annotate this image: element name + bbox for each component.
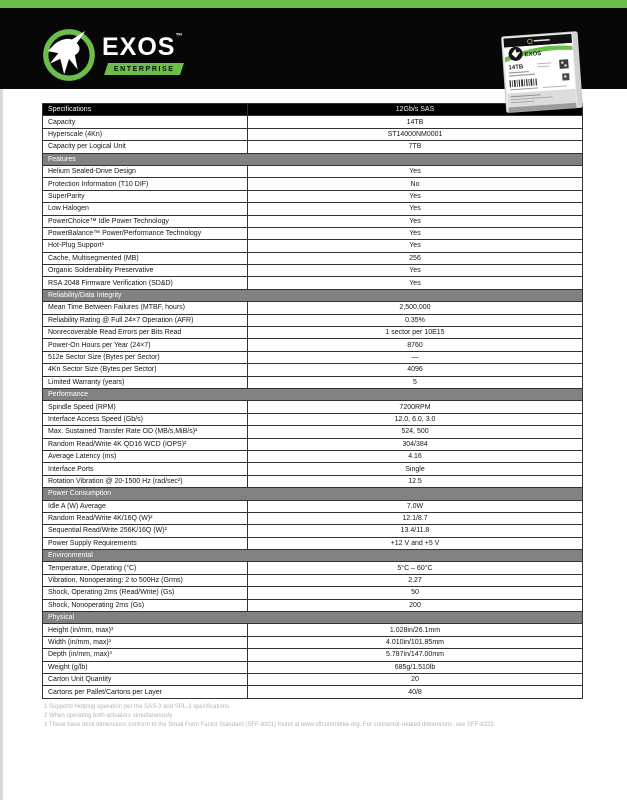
spec-value-cell: 7200RPM xyxy=(248,401,583,413)
spec-label-cell: Random Read/Write 4K QD16 WCD (IOPS)² xyxy=(43,438,248,450)
section-title: Physical xyxy=(43,612,583,624)
spec-label-cell: Capacity per Logical Unit xyxy=(43,141,248,153)
spec-label-cell: Average Latency (ms) xyxy=(43,450,248,462)
table-row xyxy=(43,450,583,462)
spec-value-cell: Yes xyxy=(248,190,583,202)
section-title: Environmental xyxy=(43,550,583,562)
spec-label-cell: Cache, Multisegmented (MB) xyxy=(43,252,248,264)
spec-header-value: 12Gb/s SAS xyxy=(248,104,583,116)
spec-table xyxy=(42,103,583,699)
table-row xyxy=(43,252,583,264)
spec-value-cell: Yes xyxy=(248,240,583,252)
table-row xyxy=(43,215,583,227)
table-row xyxy=(43,413,583,425)
trademark-symbol: ™ xyxy=(175,33,184,40)
spec-value-cell: 5°C – 60°C xyxy=(248,562,583,574)
table-row xyxy=(43,203,583,215)
spec-label-cell: Height (in/mm, max)³ xyxy=(43,624,248,636)
spec-value-cell: Yes xyxy=(248,215,583,227)
brand-wordmark: EXOS™ xyxy=(102,33,184,61)
spec-label-cell: PowerChoice™ Idle Power Technology xyxy=(43,215,248,227)
spec-label-cell: 512e Sector Size (Bytes per Sector) xyxy=(43,351,248,363)
spec-value-cell: 4096 xyxy=(248,364,583,376)
spec-label-cell: Hyperscale (4Kn) xyxy=(43,128,248,140)
spec-value-cell: No xyxy=(248,178,583,190)
top-accent-bar xyxy=(0,0,627,8)
table-row xyxy=(43,376,583,388)
table-row xyxy=(43,624,583,636)
table-row xyxy=(43,599,583,611)
spec-label-cell: Limited Warranty (years) xyxy=(43,376,248,388)
footnotes xyxy=(44,703,584,730)
section-header-row xyxy=(43,612,583,624)
table-row xyxy=(43,475,583,487)
spec-value-cell: Yes xyxy=(248,203,583,215)
spec-label-cell: Interface Ports xyxy=(43,463,248,475)
table-row xyxy=(43,537,583,549)
table-row xyxy=(43,562,583,574)
hard-drive-product-image xyxy=(499,30,586,116)
enterprise-badge xyxy=(104,63,184,75)
table-row xyxy=(43,314,583,326)
spec-label-cell: Interface Access Speed (Gb/s) xyxy=(43,413,248,425)
spec-label-cell: Temperature, Operating (°C) xyxy=(43,562,248,574)
table-row xyxy=(43,364,583,376)
header-band xyxy=(0,8,627,89)
table-row xyxy=(43,265,583,277)
spec-value-cell: 1 sector per 10E15 xyxy=(248,327,583,339)
table-row xyxy=(43,438,583,450)
table-row xyxy=(43,463,583,475)
table-row xyxy=(43,512,583,524)
spec-label-cell: Power Supply Requirements xyxy=(43,537,248,549)
table-row xyxy=(43,116,583,128)
spec-label-cell: Weight (g/lb) xyxy=(43,661,248,673)
exos-enterprise-logo xyxy=(40,26,260,92)
drive-label-capacity: 14TB xyxy=(508,64,524,72)
table-row xyxy=(43,636,583,648)
spec-value-cell: ST14000NM0001 xyxy=(248,128,583,140)
section-title: Performance xyxy=(43,388,583,400)
page-left-edge xyxy=(0,0,3,800)
table-row xyxy=(43,661,583,673)
table-row xyxy=(43,351,583,363)
spec-value-cell: 685g/1.510lb xyxy=(248,661,583,673)
section-title: Power Consumption xyxy=(43,488,583,500)
footnote-line: 3 These base deck dimensions conform to the Small Form Factor Standard (SFF-8301) found at www.sffcommittee.org. For connector-related dimensions, see SFF-8323. xyxy=(44,722,496,728)
spec-value-cell: 7.0W xyxy=(248,500,583,512)
table-row xyxy=(43,165,583,177)
spec-label-cell: Reliability Rating @ Full 24×7 Operation (AFR) xyxy=(43,314,248,326)
spec-value-cell: 20 xyxy=(248,673,583,685)
spec-value-cell: 4.16 xyxy=(248,450,583,462)
section-title: Reliability/Data Integrity xyxy=(43,289,583,301)
table-row xyxy=(43,277,583,289)
section-header-row xyxy=(43,153,583,165)
spec-value-cell: 304/384 xyxy=(248,438,583,450)
spec-value-cell: +12 V and +5 V xyxy=(248,537,583,549)
footnote-line: 2 When operating both actuators simultaneously xyxy=(44,713,173,719)
section-header-row xyxy=(43,289,583,301)
spec-value-cell: — xyxy=(248,351,583,363)
spec-label-cell: Mean Time Between Failures (MTBF, hours) xyxy=(43,302,248,314)
table-row xyxy=(43,673,583,685)
spec-label-cell: Nonrecoverable Read Errors per Bits Read xyxy=(43,327,248,339)
spec-value-cell: 256 xyxy=(248,252,583,264)
spec-value-cell: 7TB xyxy=(248,141,583,153)
spec-label-cell: RSA 2048 Firmware Verification (SD&D) xyxy=(43,277,248,289)
spec-value-cell: Yes xyxy=(248,165,583,177)
spec-label-cell: Hot-Plug Support¹ xyxy=(43,240,248,252)
spec-value-cell: 0.35% xyxy=(248,314,583,326)
table-row xyxy=(43,401,583,413)
spec-value-cell: 1.028in/26.1mm xyxy=(248,624,583,636)
spec-label-cell: Capacity xyxy=(43,116,248,128)
spec-label-cell: Idle A (W) Average xyxy=(43,500,248,512)
spec-label-cell: Random Read/Write 4K/16Q (W)² xyxy=(43,512,248,524)
spec-label-cell: Vibration, Nonoperating: 2 to 500Hz (Grms) xyxy=(43,574,248,586)
spec-value-cell: 12.0, 6.0, 3.0 xyxy=(248,413,583,425)
footnote-line: 1 Supports Hotplug operation per the SAS-3 and SPL-3 specifications xyxy=(44,704,230,710)
table-row xyxy=(43,426,583,438)
spec-value-cell: 50 xyxy=(248,587,583,599)
table-row xyxy=(43,339,583,351)
spec-label-cell: Shock, Operating 2ms (Read/Write) (Gs) xyxy=(43,587,248,599)
spec-value-cell: 12.5 xyxy=(248,475,583,487)
section-header-row xyxy=(43,488,583,500)
spec-label-cell: Spindle Speed (RPM) xyxy=(43,401,248,413)
table-row xyxy=(43,302,583,314)
table-row xyxy=(43,500,583,512)
spec-label-cell: Depth (in/mm, max)³ xyxy=(43,649,248,661)
spec-label-cell: Helium Sealed-Drive Design xyxy=(43,165,248,177)
spec-label-cell: Sequential Read/Write 256K/16Q (W)² xyxy=(43,525,248,537)
spec-value-cell: 13.4/11.8 xyxy=(248,525,583,537)
spec-value-cell: 14TB xyxy=(248,116,583,128)
table-row xyxy=(43,190,583,202)
spec-value-cell: 2,500,000 xyxy=(248,302,583,314)
table-row xyxy=(43,240,583,252)
spec-label-cell: SuperParity xyxy=(43,190,248,202)
spec-value-cell: Yes xyxy=(248,265,583,277)
spec-value-cell: 524, 500 xyxy=(248,426,583,438)
spec-label-cell: 4Kn Sector Size (Bytes per Sector) xyxy=(43,364,248,376)
spec-label-cell: Power-On Hours per Year (24×7) xyxy=(43,339,248,351)
spec-value-cell: 5.787in/147.00mm xyxy=(248,649,583,661)
spec-label-cell: Width (in/mm, max)³ xyxy=(43,636,248,648)
table-row xyxy=(43,327,583,339)
spec-label-cell: Organic Solderability Preservative xyxy=(43,265,248,277)
spec-label-cell: Rotation Vibration @ 20-1500 Hz (rad/sec²) xyxy=(43,475,248,487)
spec-label-cell: Protection Information (T10 DIF) xyxy=(43,178,248,190)
section-header-row xyxy=(43,550,583,562)
table-header-row xyxy=(43,104,583,116)
spec-label-cell: Carton Unit Quantity xyxy=(43,673,248,685)
spec-value-cell: 4.010in/101.85mm xyxy=(248,636,583,648)
spec-label-cell: Shock, Nonoperating 2ms (Gs) xyxy=(43,599,248,611)
spec-value-cell: Yes xyxy=(248,227,583,239)
table-row xyxy=(43,587,583,599)
section-title: Features xyxy=(43,153,583,165)
spec-label-cell: Low Halogen xyxy=(43,203,248,215)
spec-value-cell: 8760 xyxy=(248,339,583,351)
table-row xyxy=(43,141,583,153)
spec-value-cell: 12.1/8.7 xyxy=(248,512,583,524)
table-row xyxy=(43,574,583,586)
spec-value-cell: 200 xyxy=(248,599,583,611)
table-row xyxy=(43,525,583,537)
drive-label-brand: EXOS xyxy=(524,51,542,59)
spec-value-cell: 2.27 xyxy=(248,574,583,586)
table-row xyxy=(43,128,583,140)
enterprise-label: ENTERPRISE xyxy=(113,65,175,73)
section-header-row xyxy=(43,388,583,400)
table-row xyxy=(43,178,583,190)
spec-table-body xyxy=(43,104,583,699)
spec-value-cell: Yes xyxy=(248,277,583,289)
spec-label-cell: Cartons per Pallet/Cartons per Layer xyxy=(43,686,248,698)
table-row xyxy=(43,686,583,698)
spec-header-label: Specifications xyxy=(43,104,248,116)
table-row xyxy=(43,227,583,239)
table-row xyxy=(43,649,583,661)
falcon-icon xyxy=(40,26,98,84)
spec-value-cell: Single xyxy=(248,463,583,475)
spec-value-cell: 5 xyxy=(248,376,583,388)
spec-value-cell: 40/8 xyxy=(248,686,583,698)
spec-label-cell: PowerBalance™ Power/Performance Technology xyxy=(43,227,248,239)
spec-label-cell: Max. Sustained Transfer Rate OD (MB/s,MiB/s)² xyxy=(43,426,248,438)
